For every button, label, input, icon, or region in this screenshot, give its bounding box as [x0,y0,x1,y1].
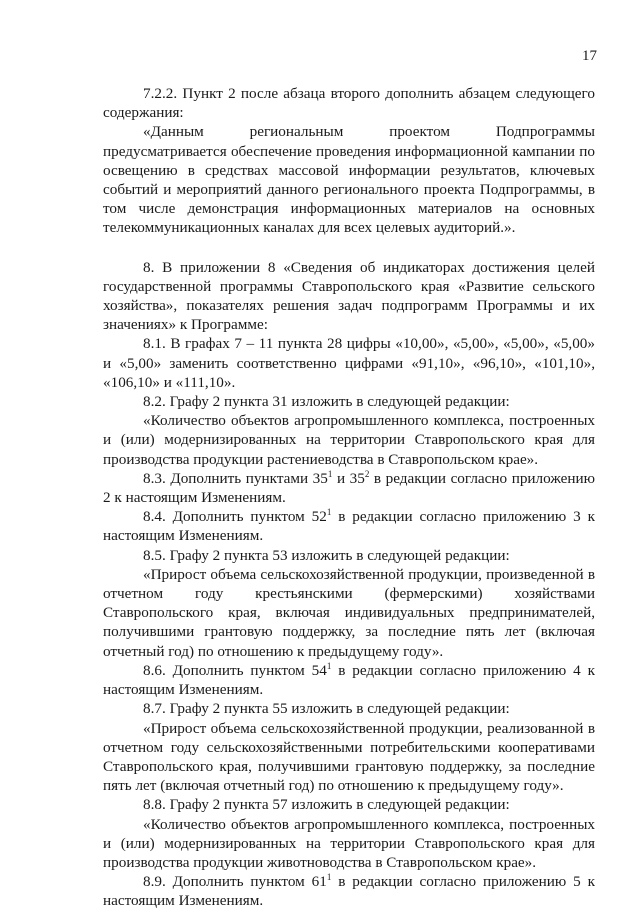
paragraph: 8.5. Графу 2 пункта 53 изложить в следующей редакции: [143,546,510,564]
paragraph: 8. В приложении 8 «Сведения об индикаторах достижения целей государственной программы Ставропольского края «Развитие сельского хозяйства», показателях решения задач подпрограмм Программы и их значениях» к Программе: [103,258,595,334]
paragraph: 8.2. Графу 2 пункта 31 изложить в следующей редакции: [143,393,510,411]
superscript: 1 [326,872,332,883]
paragraph: «Прирост объема сельскохозяйственной продукции, реализованной в отчетном году сельскохозяйственными потребительскими кооперативами Ставропольского края, получившими грантовую поддержку, за последние пять лет (включая отчетный год) по отношению к предыдущему году». [103,719,595,795]
paragraph: 8.7. Графу 2 пункта 55 изложить в следующей редакции: [143,700,510,718]
paragraph: 8.1. В графах 7 – 11 пункта 28 цифры «10,00», «5,00», «5,00», «5,00» и «5,00» заменить соответственно цифрами «91,10», «96,10», «101,10», «106,10» и «111,10». [103,335,595,391]
paragraph-text: 8.6. Дополнить пунктом 54 [143,661,327,679]
paragraph [103,872,595,910]
paragraph-text: в редакции согласно приложению 2 к настоящим Изменениям. [103,469,595,507]
paragraph: 7.2.2. Пункт 2 после абзаца второго дополнить абзацем следующего содержания: [103,85,595,122]
paragraph-text: в редакции согласно приложению 5 к настоящим Изменениям. [103,873,595,910]
paragraph: «Данным региональным проектом Подпрограммы предусматривается обеспечение проведения информационной кампании по освещению в средствах массовой информации результатов, ключевых событий и мероприятий данного регионального проекта Подпрограммы, в том числе демонстрация информационных материалов на основных телекоммуникационных каналах для всех целевых аудиторий.». [103,123,595,237]
paragraph-text: 8.3. Дополнить пунктами 35 [143,469,328,487]
page-number: 17 [582,48,597,64]
paragraph-text: и 35 [332,469,365,487]
superscript: 2 [364,468,370,479]
paragraph [103,661,595,699]
superscript: 1 [327,468,333,479]
paragraph [103,469,595,507]
paragraph-text: 8.9. Дополнить пунктом 61 [143,873,327,891]
paragraph [103,507,595,545]
paragraph-text: в редакции согласно приложению 3 к настоящим Изменениям. [103,508,595,545]
paragraph: «Прирост объема сельскохозяйственной продукции, произведенной в отчетном году крестьянскими (фермерскими) хозяйствами Ставропольского края, включая индивидуальных предпринимателей, получившими грантовую поддержку, за последние пять лет (включая отчетный год) по отношению к предыдущему году». [103,565,595,660]
paragraph: «Количество объектов агропромышленного комплекса, построенных и (или) модернизированных на территории Ставропольского края для производства продукции животноводства в Ставропольском крае». [103,815,595,871]
paragraph: «Количество объектов агропромышленного комплекса, построенных и (или) модернизированных на территории Ставропольского края для производства продукции растениеводства в Ставропольском крае». [103,412,595,468]
paragraph-text: 8.4. Дополнить пунктом 52 [143,508,327,526]
paragraph-gap [103,238,595,258]
superscript: 1 [326,507,332,518]
document-body [103,84,595,911]
superscript: 1 [326,660,332,671]
paragraph-text: в редакции согласно приложению 4 к настоящим Изменениям. [103,661,595,699]
paragraph: 8.8. Графу 2 пункта 57 изложить в следующей редакции: [143,796,510,814]
